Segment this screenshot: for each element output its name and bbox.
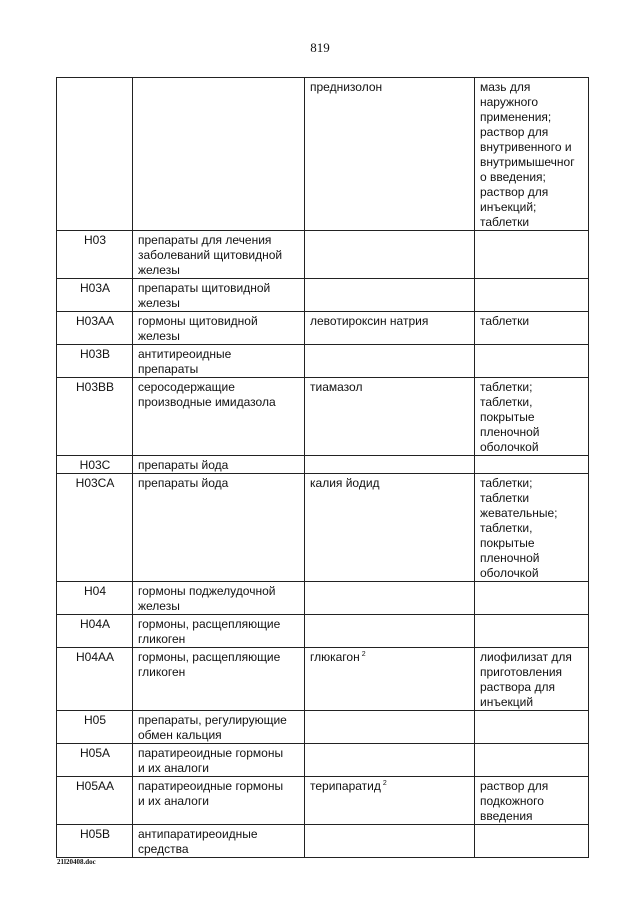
drug-name: тиамазол bbox=[310, 380, 363, 394]
drug-cell bbox=[305, 648, 475, 711]
drug-name: левотироксин натрия bbox=[310, 314, 429, 328]
dosage-form-cell: раствор для подкожного введения bbox=[475, 777, 589, 825]
group-cell: препараты для лечения заболеваний щитовидной железы bbox=[133, 231, 305, 279]
drug-cell bbox=[305, 744, 475, 777]
drug-cell bbox=[305, 378, 475, 456]
table-row bbox=[57, 456, 589, 474]
group-cell: препараты йода bbox=[133, 474, 305, 582]
drug-name: калия йодид bbox=[310, 476, 380, 490]
atc-code-cell: H04AA bbox=[57, 648, 133, 711]
page-number: 819 bbox=[310, 40, 330, 55]
footnote-mark: 2 bbox=[382, 780, 387, 787]
atc-code-cell bbox=[57, 78, 133, 231]
table-row bbox=[57, 474, 589, 582]
dosage-form-cell bbox=[475, 744, 589, 777]
drug-cell bbox=[305, 279, 475, 312]
group-cell: серосодержащие производные имидазола bbox=[133, 378, 305, 456]
group-cell: паратиреоидные гормоны и их аналоги bbox=[133, 744, 305, 777]
dosage-form-cell bbox=[475, 825, 589, 858]
table-row bbox=[57, 777, 589, 825]
group-cell bbox=[133, 78, 305, 231]
table-row bbox=[57, 312, 589, 345]
table-row bbox=[57, 378, 589, 456]
drug-cell bbox=[305, 345, 475, 378]
footer-filename: 21l20408.doc bbox=[57, 858, 96, 866]
dosage-form-cell: таблетки bbox=[475, 312, 589, 345]
drug-cell bbox=[305, 456, 475, 474]
group-cell: гормоны, расщепляющие гликоген bbox=[133, 615, 305, 648]
dosage-form-cell: таблетки; таблетки, покрытые пленочной оболочкой bbox=[475, 378, 589, 456]
drug-cell bbox=[305, 312, 475, 345]
atc-code-cell: H04A bbox=[57, 615, 133, 648]
drug-name: терипаратид bbox=[310, 779, 381, 793]
table-row bbox=[57, 231, 589, 279]
dosage-form-cell: мазь для наружного применения; раствор для внутривенного и внутримышечног о введения; раствор для инъекций; таблетки bbox=[475, 78, 589, 231]
dosage-form-cell bbox=[475, 615, 589, 648]
table-row bbox=[57, 279, 589, 312]
group-cell: препараты, регулирующие обмен кальция bbox=[133, 711, 305, 744]
dosage-form-cell bbox=[475, 231, 589, 279]
atc-code-cell: H03 bbox=[57, 231, 133, 279]
atc-code-cell: H05A bbox=[57, 744, 133, 777]
atc-code-cell: H04 bbox=[57, 582, 133, 615]
atc-code-cell: H03B bbox=[57, 345, 133, 378]
table-row bbox=[57, 78, 589, 231]
group-cell: гормоны щитовидной железы bbox=[133, 312, 305, 345]
group-cell: препараты йода bbox=[133, 456, 305, 474]
drug-name: глюкагон bbox=[310, 650, 360, 664]
dosage-form-cell bbox=[475, 456, 589, 474]
dosage-form-cell bbox=[475, 345, 589, 378]
atc-code-cell: H03C bbox=[57, 456, 133, 474]
table-row bbox=[57, 744, 589, 777]
table-row bbox=[57, 648, 589, 711]
dosage-form-cell bbox=[475, 582, 589, 615]
group-cell: гормоны, расщепляющие гликоген bbox=[133, 648, 305, 711]
group-cell: антипаратиреоидные средства bbox=[133, 825, 305, 858]
dosage-form-cell: лиофилизат для приготовления раствора для инъекций bbox=[475, 648, 589, 711]
atc-code-cell: H03BB bbox=[57, 378, 133, 456]
footnote-mark: 2 bbox=[361, 651, 366, 658]
drug-cell bbox=[305, 711, 475, 744]
atc-code-cell: H05B bbox=[57, 825, 133, 858]
table-row bbox=[57, 345, 589, 378]
atc-code-cell: H05 bbox=[57, 711, 133, 744]
dosage-form-cell bbox=[475, 279, 589, 312]
drug-cell bbox=[305, 825, 475, 858]
table-row bbox=[57, 825, 589, 858]
group-cell: препараты щитовидной железы bbox=[133, 279, 305, 312]
drug-name: преднизолон bbox=[310, 80, 383, 94]
atc-code-cell: H05AA bbox=[57, 777, 133, 825]
drug-cell bbox=[305, 777, 475, 825]
drug-cell bbox=[305, 474, 475, 582]
drug-cell bbox=[305, 615, 475, 648]
atc-code-cell: H03CA bbox=[57, 474, 133, 582]
table-row bbox=[57, 711, 589, 744]
drug-cell bbox=[305, 582, 475, 615]
table-row bbox=[57, 582, 589, 615]
drug-table bbox=[56, 77, 589, 858]
atc-code-cell: H03AA bbox=[57, 312, 133, 345]
atc-code-cell: H03A bbox=[57, 279, 133, 312]
dosage-form-cell: таблетки; таблетки жевательные; таблетки, покрытые пленочной оболочкой bbox=[475, 474, 589, 582]
dosage-form-cell bbox=[475, 711, 589, 744]
drug-table-body bbox=[57, 78, 589, 858]
group-cell: гормоны поджелудочной железы bbox=[133, 582, 305, 615]
group-cell: паратиреоидные гормоны и их аналоги bbox=[133, 777, 305, 825]
group-cell: антитиреоидные препараты bbox=[133, 345, 305, 378]
table-row bbox=[57, 615, 589, 648]
drug-cell bbox=[305, 78, 475, 231]
drug-cell bbox=[305, 231, 475, 279]
